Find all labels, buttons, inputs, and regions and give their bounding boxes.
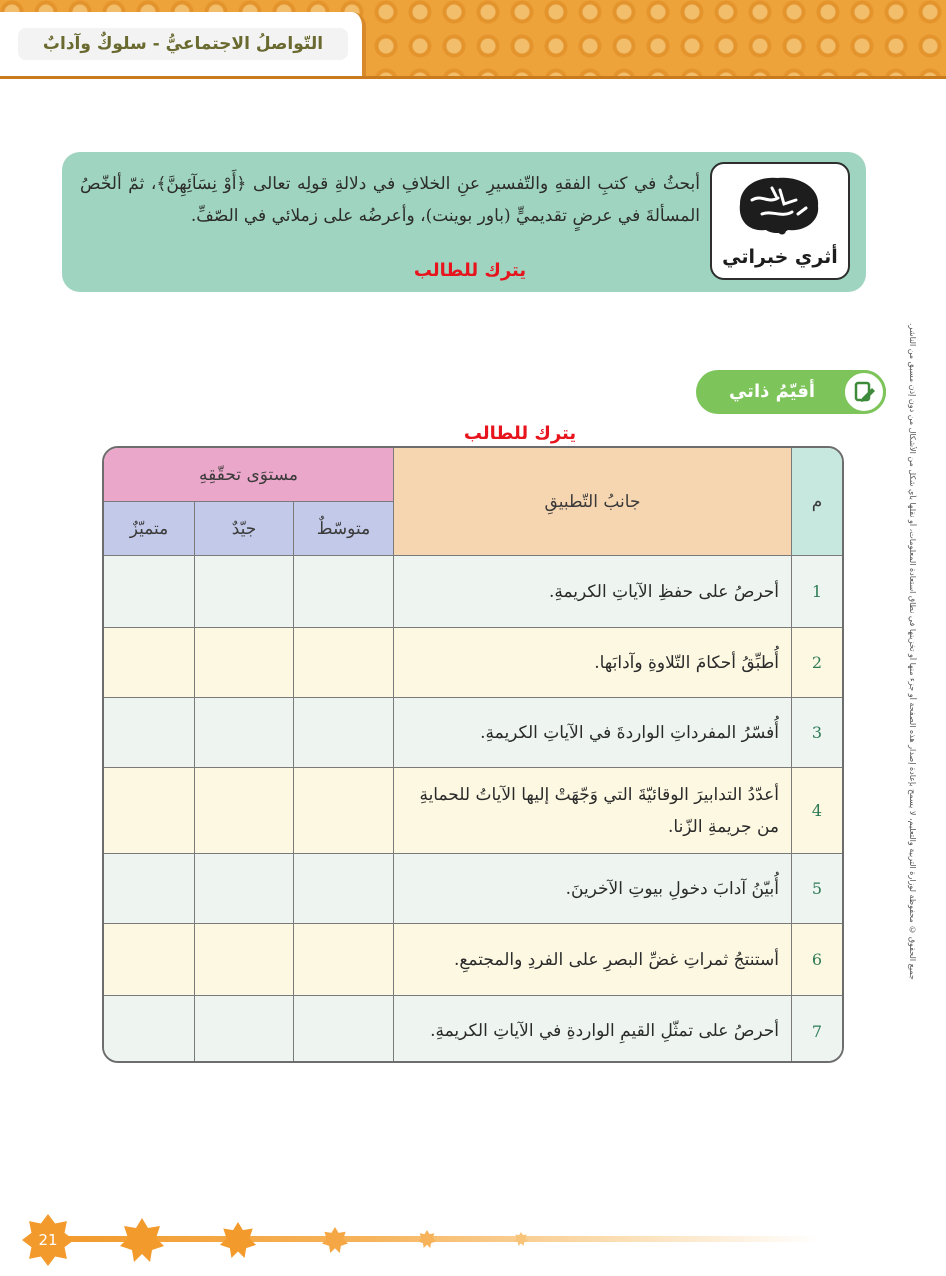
rating-average-cell[interactable] (294, 698, 394, 768)
row-num: 7 (792, 996, 842, 1063)
row-statement: أستنتجُ ثمراتِ غضِّ البصرِ على الفردِ والمجتمعِ. (394, 924, 792, 996)
student-note: يترك للطالب (413, 260, 527, 281)
row-statement: أُبيّنُ آدابَ دخولِ بيوتِ الآخرينَ. (394, 854, 792, 924)
rating-excellent-cell[interactable] (104, 556, 195, 628)
row-statement: أحرصُ على حفظِ الآياتِ الكريمةِ. (394, 556, 792, 628)
row-num: 5 (792, 854, 842, 924)
row-num: 4 (792, 768, 842, 854)
rating-excellent-cell[interactable] (104, 924, 195, 996)
rating-excellent-cell[interactable] (104, 698, 195, 768)
header-level: مستوَى تحقّقِهِ (104, 448, 394, 502)
footer-line (60, 1236, 820, 1242)
footer-star-icon (322, 1227, 348, 1253)
footer-star-icon (514, 1232, 528, 1246)
rating-excellent-cell[interactable] (104, 628, 195, 698)
row-num: 6 (792, 924, 842, 996)
header-level-average: متوسّطٌ (294, 502, 394, 556)
chapter-title: التّواصلُ الاجتماعيُّ - سلوكٌ وآدابٌ (18, 28, 348, 60)
rating-good-cell[interactable] (195, 768, 294, 854)
row-statement: أُطبِّقُ أحكامَ التّلاوةِ وآدابَها. (394, 628, 792, 698)
header-aspect: جانبُ التّطبيقِ (394, 448, 792, 556)
rating-excellent-cell[interactable] (104, 854, 195, 924)
rating-good-cell[interactable] (195, 854, 294, 924)
rating-excellent-cell[interactable] (104, 996, 195, 1063)
copyright-notice: جميع الحقوق © محفوظة لوزارة التربية والتعليم، لا يسمح بإعادة إصدار هذه الصفحة أو جزء منها أو تخزينها في نطاق استعادة المعلومات، أو نقلها بأي شكل من الأشكال من دون إذن مسبق من الناشر. (908, 323, 917, 980)
row-num: 1 (792, 556, 842, 628)
footer-star-icon (220, 1222, 256, 1258)
brain-icon (732, 170, 826, 238)
rating-average-cell[interactable] (294, 556, 394, 628)
page-number: 21 (38, 1231, 58, 1249)
rating-average-cell[interactable] (294, 854, 394, 924)
table-student-note: يترك للطالب (463, 423, 577, 444)
rating-good-cell[interactable] (195, 628, 294, 698)
header-level-excellent: متميّزٌ (104, 502, 195, 556)
evaluation-table (102, 446, 844, 1063)
rating-average-cell[interactable] (294, 924, 394, 996)
self-eval-label: أقيّمُ ذاتي (728, 381, 816, 402)
row-statement: أُفسّرُ المفرداتِ الواردةَ في الآياتِ الكريمةِ. (394, 698, 792, 768)
header-num: م (792, 448, 842, 556)
row-statement: أعدّدُ التدابيرَ الوقائيّةَ التي وَجّهَتْ إليها الآياتُ للحمايةِ من جريمةِ الزّنا. (394, 768, 792, 854)
experience-text: أبحثُ في كتبِ الفقهِ والتّفسيرِ عنِ الخلافِ في دلالةِ قولِه تعالى ﴿أَوْ نِسَآئِهِنَّ﴾، ثمّ ألخّصُ المسألةَ في عرضٍ تقديميٍّ (باور بوينت)، وأعرضُه على زملائي في الصّفِّ. (80, 174, 700, 226)
rating-average-cell[interactable] (294, 628, 394, 698)
rating-good-cell[interactable] (195, 924, 294, 996)
rating-average-cell[interactable] (294, 996, 394, 1063)
experience-label: أثري خبراتي (722, 246, 838, 268)
footer-star-icon (418, 1230, 436, 1248)
pencil-icon (850, 378, 878, 406)
row-statement: أحرصُ على تمثّلِ القيمِ الواردةِ في الآياتِ الكريمةِ. (394, 996, 792, 1063)
rating-good-cell[interactable] (195, 996, 294, 1063)
row-num: 2 (792, 628, 842, 698)
rating-good-cell[interactable] (195, 556, 294, 628)
footer-star-icon (120, 1218, 164, 1262)
rating-average-cell[interactable] (294, 768, 394, 854)
header-level-good: جيّدٌ (195, 502, 294, 556)
rating-good-cell[interactable] (195, 698, 294, 768)
row-num: 3 (792, 698, 842, 768)
rating-excellent-cell[interactable] (104, 768, 195, 854)
